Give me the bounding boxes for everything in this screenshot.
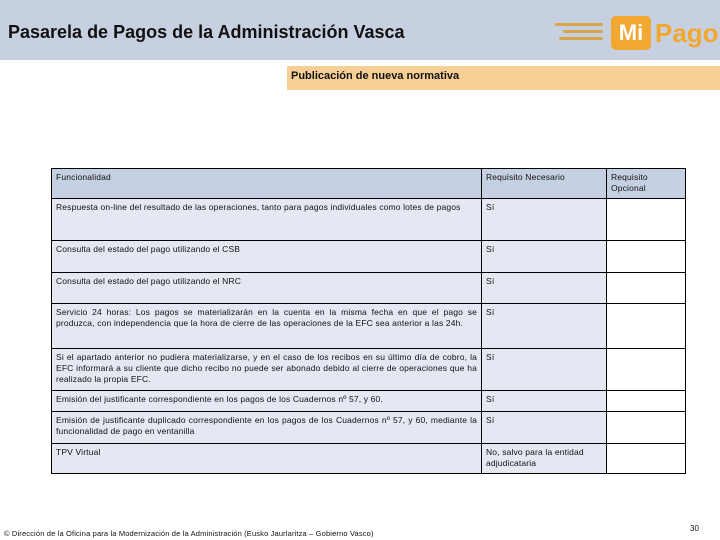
cell-funcionalidad: TPV Virtual [52,444,482,474]
cell-opcional [607,199,686,241]
cell-funcionalidad: Servicio 24 horas: Los pagos se materializarán en la cuenta en la misma fecha en que el pago se produzca, con independencia que la hora de cierre de las operaciones de la EFC sea anterior a las 24h. [52,304,482,349]
cell-necesario: Sí [482,273,607,304]
table-row [52,273,686,304]
cell-opcional [607,304,686,349]
table-row [52,412,686,444]
footer-copyright: © Dirección de la Oficina para la Modernización de la Administración (Eusko Jaurlaritza – Gobierno Vasco) [4,529,374,538]
table-row [52,349,686,391]
cell-opcional [607,349,686,391]
cell-opcional [607,444,686,474]
section-banner [287,66,720,90]
cell-opcional [607,241,686,273]
header-requisito-necesario: Requisito Necesario [482,169,607,199]
cell-funcionalidad: Consulta del estado del pago utilizando el NRC [52,273,482,304]
cell-necesario: Sí [482,349,607,391]
table-header-row [52,169,686,199]
logo-speed-line [559,37,603,40]
table-row [52,241,686,273]
cell-funcionalidad: Si el apartado anterior no pudiera materializarse, y en el caso de los recibos en su último día de cobro, la EFC informará a su cliente que dicho recibo no puede ser abonado debido al cierre de operaciones que ha realizado la propia EFC. [52,349,482,391]
header-requisito-opcional: Requisito Opcional [607,169,686,199]
header-bar [0,0,720,60]
mipago-logo [555,14,719,54]
cell-opcional [607,412,686,444]
cell-necesario: Sí [482,199,607,241]
cell-funcionalidad: Respuesta on-line del resultado de las operaciones, tanto para pagos individuales como lotes de pagos [52,199,482,241]
cell-necesario: No, salvo para la entidad adjudicataria [482,444,607,474]
requirements-table [51,168,686,474]
banner-text: Publicación de nueva normativa [291,70,460,82]
cell-funcionalidad: Consulta del estado del pago utilizando el CSB [52,241,482,273]
cell-necesario: Sí [482,412,607,444]
logo-speed-line [555,23,603,26]
table-row [52,391,686,412]
table-row [52,444,686,474]
table-row [52,199,686,241]
page-title: Pasarela de Pagos de la Administración Vasca [8,22,405,42]
cell-necesario: Sí [482,304,607,349]
cell-necesario: Sí [482,241,607,273]
header-funcionalidad: Funcionalidad [52,169,482,199]
logo-pago: Pago [655,18,719,48]
logo-speed-line [563,30,603,33]
logo-mi: Mi [611,16,651,50]
page-number: 30 [690,524,699,533]
cell-funcionalidad: Emisión del justificante correspondiente en los pagos de los Cuadernos nº 57, y 60. [52,391,482,412]
cell-necesario: Sí [482,391,607,412]
table-row [52,304,686,349]
cell-opcional [607,273,686,304]
cell-opcional [607,391,686,412]
cell-funcionalidad: Emisión de justificante duplicado correspondiente en los pagos de los Cuadernos nº 57, y 60, mediante la funcionalidad de pago en ventanilla [52,412,482,444]
